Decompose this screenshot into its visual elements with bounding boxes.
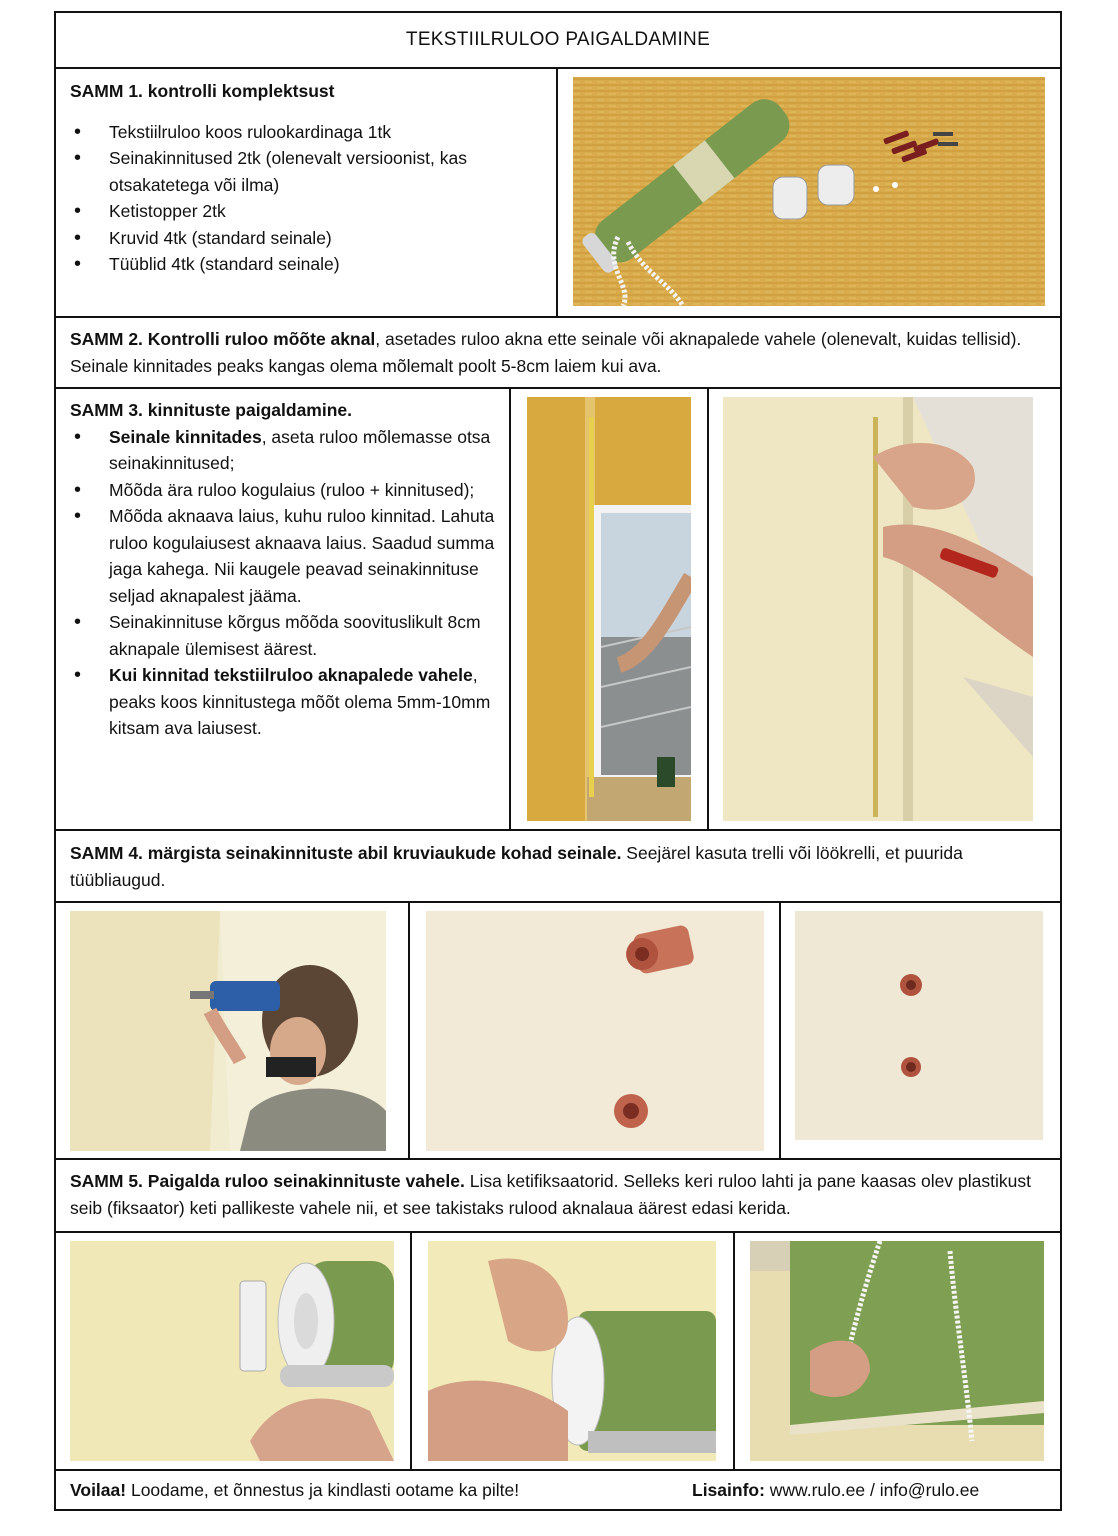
step3-heading: SAMM 3. kinnituste paigaldamine. [70, 400, 353, 420]
step1-list [70, 119, 540, 278]
list-item: • Mõõda ära ruloo kogulaius (ruloo + kinnitused); [70, 477, 498, 504]
step4-text: SAMM 4. märgista seinakinnituste abil kruviaukude kohad seinale. Seejärel kasuta trelli või löökrelli, et puurida tüübliaugud. [70, 843, 963, 890]
step1-heading: SAMM 1. kontrolli komplektsust [70, 81, 335, 101]
step3-divider-1 [509, 387, 511, 831]
step3-divider-2 [707, 387, 709, 831]
list-item: • Seinakinnituse kõrgus mõõda soovituslikult 8cm aknapale ülemisest äärest. [70, 609, 498, 662]
step1-text [70, 78, 540, 278]
step4-photos-frame [54, 901, 1062, 1160]
list-item: • Mõõda aknaava laius, kuhu ruloo kinnitad. Lahuta ruloo kogulaiusest aknaava laius. Saadud summa jaga kahega. Nii kaugele peavad seinakinnituse seljad aknapalest jääma. [70, 503, 498, 609]
list-item: • Tekstiilruloo koos rulookardinaga 1tk [70, 119, 540, 146]
step2-text: SAMM 2. Kontrolli ruloo mõõte aknal, asetades ruloo akna ette seinale või aknapalede vahele (olenevalt, kuidas tellisid). Seinale kinnitades peaks kangas olema mõlemalt poolt 5-8cm laiem kui ava. [70, 329, 1022, 376]
title-box [54, 11, 1062, 69]
page-title: TEKSTIILRULOO PAIGALDAMINE [405, 29, 711, 50]
roller-in-bracket-photo [70, 1241, 394, 1461]
step3-list [70, 424, 498, 742]
step5-photos-divider-1 [410, 1231, 412, 1471]
kit-contents-photo [573, 77, 1045, 306]
measuring-bracket-photo [723, 397, 1033, 821]
list-item: • Seinale kinnitades, aseta ruloo mõlemasse otsa seinakinnitused; [70, 424, 498, 477]
step3-text [70, 397, 498, 742]
list-item: • Ketistopper 2tk [70, 198, 540, 225]
step5-text: SAMM 5. Paigalda ruloo seinakinnituste vahele. Lisa ketifiksaatorid. Selleks keri ruloo lahti ja pane kaasas olev plastikust seib (fiksaator) keti pallikeste vahele nii, et see takistaks rulood aknalaua äärest edasi kerida. [70, 1171, 1031, 1218]
list-item: • Seinakinnitused 2tk (olenevalt versioonist, kas otsakatetega või ilma) [70, 145, 540, 198]
fitting-roller-photo [428, 1241, 716, 1461]
footer-text: Voilaa! Loodame, et õnnestus ja kindlasti ootame ka pilte! [70, 1480, 520, 1500]
list-item: • Tüüblid 4tk (standard seinale) [70, 251, 540, 278]
list-item: • Kui kinnitad tekstiilruloo aknapalede vahele, peaks koos kinnitustega mõõt olema 5mm-10mm kitsam ava laiusest. [70, 662, 498, 742]
measuring-window-photo [527, 397, 691, 821]
step1-divider [556, 67, 558, 318]
step5-photos-divider-2 [733, 1231, 735, 1471]
chain-stopper-photo [750, 1241, 1044, 1461]
list-item: • Kruvid 4tk (standard seinale) [70, 225, 540, 252]
footer-info: Lisainfo: www.rulo.ee / info@rulo.ee [692, 1480, 980, 1500]
